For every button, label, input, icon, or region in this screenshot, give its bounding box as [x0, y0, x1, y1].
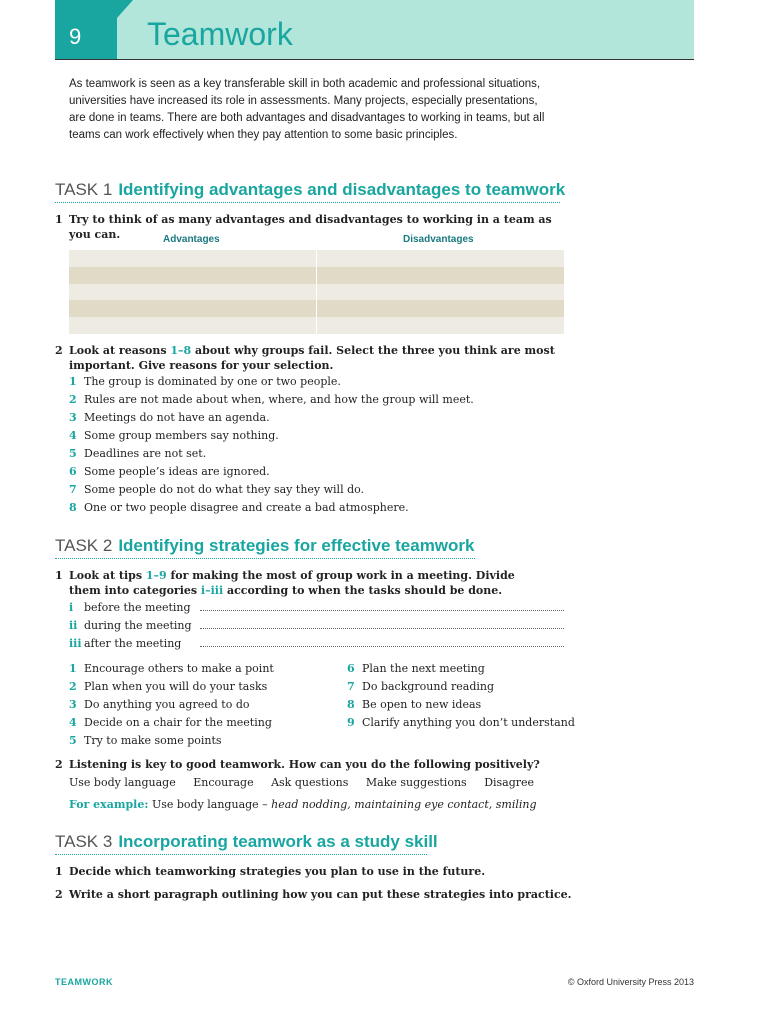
tips-list-left [69, 660, 274, 750]
list-item: 1 The group is dominated by one or two people. [69, 375, 341, 388]
table-cell[interactable] [317, 284, 564, 301]
disadvantages-header: Disadvantages [403, 234, 474, 245]
example-line: For example: Use body language – head nodding, maintaining eye contact, smiling [69, 798, 537, 811]
table-cell[interactable] [69, 250, 317, 267]
task1-question-1 [55, 212, 575, 242]
list-item: 7 Do background reading [347, 680, 495, 693]
task1-question-2 [55, 343, 565, 373]
list-item: iii after the meeting [69, 635, 564, 653]
answer-line[interactable] [200, 619, 564, 629]
task1-title: Identifying advantages and disadvantages to teamwork [118, 180, 566, 199]
task1-heading [55, 180, 566, 203]
task3-question-1 [55, 864, 575, 879]
reason-range: 1–8 [170, 344, 192, 357]
question-number: 2 [55, 344, 63, 357]
list-item: 4 Some group members say nothing. [69, 429, 279, 442]
tip-range: 1–9 [145, 569, 167, 582]
list-item: ii during the meeting [69, 617, 564, 635]
question-text: Write a short paragraph outlining how you can put these strategies into practice. [69, 888, 572, 901]
list-item: 2 Rules are not made about when, where, and how the group will meet. [69, 393, 474, 406]
list-item: 9 Clarify anything you don’t understand [347, 716, 575, 729]
list-item: 2 Plan when you will do your tasks [69, 680, 268, 693]
table-row [69, 284, 564, 301]
footer-copyright: © Oxford University Press 2013 [567, 977, 694, 987]
task2-label: TASK 2 [55, 536, 113, 555]
list-item: 8 One or two people disagree and create a bad atmosphere. [69, 501, 409, 514]
list-item: i before the meeting [69, 599, 564, 617]
list-item: 6 Some people’s ideas are ignored. [69, 465, 270, 478]
question-number: 1 [55, 865, 63, 878]
question-text: Decide which teamworking strategies you plan to use in the future. [69, 865, 486, 878]
list-item: 3 Do anything you agreed to do [69, 698, 250, 711]
list-item: 8 Be open to new ideas [347, 698, 482, 711]
table-row [69, 267, 564, 284]
categories-list [69, 599, 564, 653]
task3-heading [55, 832, 438, 855]
question-number: 1 [55, 569, 63, 582]
task2-question-1 [55, 568, 535, 598]
table-cell[interactable] [317, 317, 564, 334]
list-item: 5 Deadlines are not set. [69, 447, 207, 460]
listening-options [69, 774, 534, 792]
list-item: 6 Plan the next meeting [347, 662, 485, 675]
answer-line[interactable] [200, 601, 564, 611]
task2-title: Identifying strategies for effective teamwork [118, 536, 475, 555]
option-item: Ask questions [271, 776, 349, 789]
question-number: 2 [55, 888, 63, 901]
option-item: Encourage [193, 776, 254, 789]
question-text: Look at reasons 1–8 about why groups fail. Select the three you think are most important. Give reasons for your selection. [69, 344, 555, 372]
chapter-title: Teamwork [147, 16, 293, 52]
example-label: For example: [69, 798, 149, 811]
intro-paragraph: As teamwork is seen as a key transferable skill in both academic and professional situations, universities have increased its role in assessments. Many projects, especially presentations, are done in teams. There are both advantages and disadvantages to working in teams, but all teams can work effectively when they pay attention to some basic principles. [69, 78, 545, 141]
option-item: Use body language [69, 776, 176, 789]
table-cell[interactable] [69, 267, 317, 284]
chapter-header [55, 0, 694, 60]
footer-section-title: TEAMWORK [55, 977, 113, 987]
list-item: 3 Meetings do not have an agenda. [69, 411, 270, 424]
table-cell[interactable] [69, 284, 317, 301]
table-cell[interactable] [317, 250, 564, 267]
list-item: 5 Try to make some points [69, 734, 222, 747]
table-row [69, 250, 564, 267]
task3-label: TASK 3 [55, 832, 113, 851]
task2-heading [55, 536, 475, 559]
chapter-number: 9 [55, 0, 117, 59]
list-item: 4 Decide on a chair for the meeting [69, 716, 272, 729]
table-cell[interactable] [69, 300, 317, 317]
task2-question-2 [55, 757, 575, 772]
table-cell[interactable] [69, 317, 317, 334]
option-item: Disagree [484, 776, 535, 789]
tips-list-right [347, 660, 575, 732]
list-item: 7 Some people do not do what they say they will do. [69, 483, 365, 496]
advantages-table [69, 250, 564, 334]
option-item: Make suggestions [365, 776, 467, 789]
task3-title: Incorporating teamwork as a study skill [118, 832, 438, 851]
question-text: Look at tips 1–9 for making the most of group work in a meeting. Divide them into categories i–iii according to when the tasks should be done. [69, 569, 515, 597]
question-number: 2 [55, 758, 63, 771]
category-range: i–iii [200, 584, 224, 597]
task1-label: TASK 1 [55, 180, 113, 199]
question-number: 1 [55, 213, 63, 226]
task3-question-2 [55, 887, 575, 902]
table-row [69, 300, 564, 317]
table-cell[interactable] [317, 267, 564, 284]
advantages-header: Advantages [163, 234, 220, 245]
question-text: Try to think of as many advantages and disadvantages to working in a team as you can. [69, 213, 552, 241]
question-text: Listening is key to good teamwork. How can you do the following positively? [69, 758, 540, 771]
table-row [69, 317, 564, 334]
table-cell[interactable] [317, 300, 564, 317]
answer-line[interactable] [200, 637, 564, 647]
list-item: 1 Encourage others to make a point [69, 662, 274, 675]
reasons-list [69, 373, 474, 517]
